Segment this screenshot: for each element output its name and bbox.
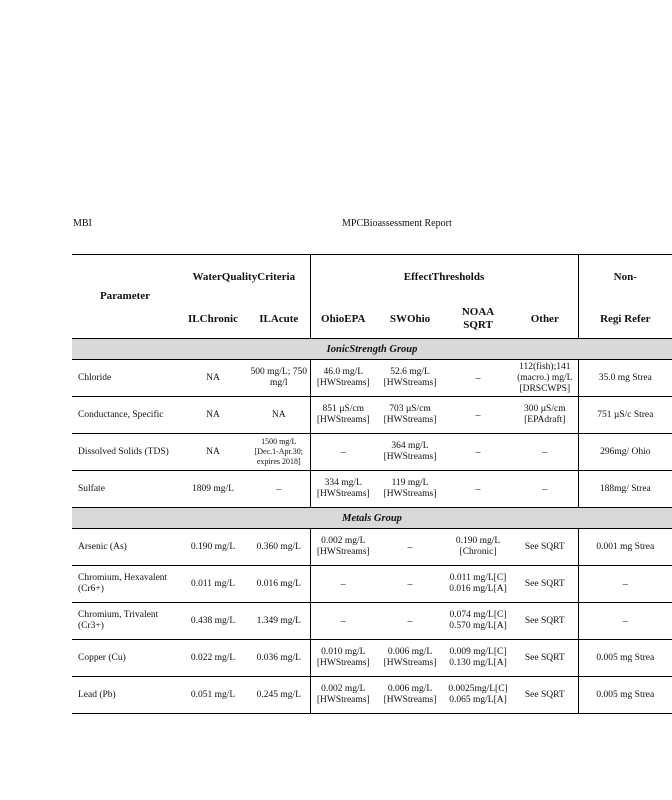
- table-row: [72, 640, 672, 677]
- table-row: [72, 360, 672, 397]
- cell-il-chronic: 0.011 mg/L: [178, 566, 248, 603]
- col-header-parameter: Parameter: [72, 255, 178, 339]
- cell-noaa-sqrt: –: [444, 360, 512, 397]
- cell-regional-reference: 751 µS/c Strea: [578, 397, 672, 434]
- thresholds-table-container: [72, 254, 655, 710]
- parameter-name: Chromium, Hexavalent (Cr6+): [72, 566, 178, 603]
- cell-sw-ohio: –: [376, 529, 444, 566]
- parameter-name: Lead (Pb): [72, 677, 178, 714]
- cell-regional-reference: 0.005 mg Strea: [578, 677, 672, 714]
- cell-other: See SQRT: [512, 640, 578, 677]
- parameter-name: Chromium, Trivalent (Cr3+): [72, 603, 178, 640]
- parameter-name: Chloride: [72, 360, 178, 397]
- cell-il-acute: 0.360 mg/L: [248, 529, 310, 566]
- cell-il-acute: 1500 mg/L [Dec.1-Apr.30; expires 2018]: [248, 434, 310, 471]
- parameter-name: Arsenic (As): [72, 529, 178, 566]
- cell-other: –: [512, 471, 578, 508]
- cell-il-acute: 1.349 mg/L: [248, 603, 310, 640]
- table-row: [72, 566, 672, 603]
- cell-sw-ohio: 703 µS/cm [HWStreams]: [376, 397, 444, 434]
- cell-ohio-epa: –: [310, 603, 376, 640]
- cell-regional-reference: –: [578, 566, 672, 603]
- table-row: [72, 529, 672, 566]
- cell-il-acute: –: [248, 471, 310, 508]
- cell-other: –: [512, 434, 578, 471]
- cell-noaa-sqrt: 0.0025mg/L[C] 0.065 mg/L[A]: [444, 677, 512, 714]
- cell-noaa-sqrt: –: [444, 434, 512, 471]
- cell-il-chronic: NA: [178, 360, 248, 397]
- table-row: [72, 397, 672, 434]
- cell-ohio-epa: –: [310, 434, 376, 471]
- group-title-metals: Metals Group: [72, 508, 672, 529]
- col-header-il-chronic: ILChronic: [188, 312, 238, 325]
- col-header-il-acute: ILAcute: [259, 312, 299, 325]
- cell-noaa-sqrt: 0.011 mg/L[C] 0.016 mg/L[A]: [444, 566, 512, 603]
- cell-il-acute: NA: [248, 397, 310, 434]
- thresholds-table: [72, 254, 672, 714]
- parameter-name: Conductance, Specific: [72, 397, 178, 434]
- report-header-title: MPCBioassessment Report: [342, 218, 452, 229]
- cell-ohio-epa: 0.002 mg/L [HWStreams]: [310, 529, 376, 566]
- cell-other: 300 µS/cm [EPAdraft]: [512, 397, 578, 434]
- cell-regional-reference: 0.005 mg Strea: [578, 640, 672, 677]
- cell-sw-ohio: 52.6 mg/L [HWStreams]: [376, 360, 444, 397]
- col-header-sw-ohio: SWOhio: [389, 312, 431, 325]
- cell-other: See SQRT: [512, 677, 578, 714]
- cell-regional-reference: 296mg/ Ohio: [578, 434, 672, 471]
- cell-ohio-epa: 0.002 mg/L [HWStreams]: [310, 677, 376, 714]
- cell-other: 112(fish);141 (macro.) mg/L [DRSCWPS]: [512, 360, 578, 397]
- cell-sw-ohio: –: [376, 566, 444, 603]
- cell-noaa-sqrt: –: [444, 397, 512, 434]
- report-header-left: MBI: [73, 218, 92, 229]
- col-header-ohio-epa: OhioEPA: [310, 301, 376, 339]
- cell-regional-reference: 188mg/ Strea: [578, 471, 672, 508]
- cell-il-chronic: 0.190 mg/L: [178, 529, 248, 566]
- cell-il-chronic: NA: [178, 397, 248, 434]
- cell-il-chronic: 0.051 mg/L: [178, 677, 248, 714]
- cell-noaa-sqrt: 0.009 mg/L[C] 0.130 mg/L[A]: [444, 640, 512, 677]
- parameter-name: Sulfate: [72, 471, 178, 508]
- cell-noaa-sqrt: –: [444, 471, 512, 508]
- parameter-name: Copper (Cu): [72, 640, 178, 677]
- parameter-name: Dissolved Solids (TDS): [72, 434, 178, 471]
- col-header-other: Other: [530, 312, 559, 325]
- table-row: [72, 471, 672, 508]
- cell-il-acute: 500 mg/L; 750 mg/l: [248, 360, 310, 397]
- cell-ohio-epa: 334 mg/L [HWStreams]: [310, 471, 376, 508]
- cell-il-acute: 0.016 mg/L: [248, 566, 310, 603]
- table-row: [72, 434, 672, 471]
- cell-sw-ohio: 364 mg/L [HWStreams]: [376, 434, 444, 471]
- cell-other: See SQRT: [512, 529, 578, 566]
- cell-regional-reference: 0.001 mg Strea: [578, 529, 672, 566]
- cell-il-chronic: 1809 mg/L: [178, 471, 248, 508]
- cell-ohio-epa: 851 µS/cm [HWStreams]: [310, 397, 376, 434]
- group-header-effect-thresholds: EffectThresholds: [310, 255, 578, 301]
- cell-sw-ohio: 0.006 mg/L [HWStreams]: [376, 640, 444, 677]
- table-row: [72, 603, 672, 640]
- cell-noaa-sqrt: 0.074 mg/L[C] 0.570 mg/L[A]: [444, 603, 512, 640]
- cell-il-chronic: 0.022 mg/L: [178, 640, 248, 677]
- cell-sw-ohio: 119 mg/L [HWStreams]: [376, 471, 444, 508]
- group-header-non: Non-: [578, 255, 672, 301]
- cell-il-chronic: 0.438 mg/L: [178, 603, 248, 640]
- cell-noaa-sqrt: 0.190 mg/L [Chronic]: [444, 529, 512, 566]
- cell-sw-ohio: 0.006 mg/L [HWStreams]: [376, 677, 444, 714]
- cell-other: See SQRT: [512, 603, 578, 640]
- group-title-ionic-strength: IonicStrength Group: [72, 339, 672, 360]
- cell-il-acute: 0.036 mg/L: [248, 640, 310, 677]
- cell-regional-reference: –: [578, 603, 672, 640]
- cell-il-acute: 0.245 mg/L: [248, 677, 310, 714]
- col-header-noaa-sqrt: NOAA SQRT: [461, 306, 495, 332]
- cell-regional-reference: 35.0 mg Strea: [578, 360, 672, 397]
- table-row: [72, 677, 672, 714]
- cell-il-chronic: NA: [178, 434, 248, 471]
- group-header-water-quality-criteria: WaterQualityCriteria: [178, 255, 310, 301]
- cell-other: See SQRT: [512, 566, 578, 603]
- cell-ohio-epa: 0.010 mg/L [HWStreams]: [310, 640, 376, 677]
- cell-ohio-epa: –: [310, 566, 376, 603]
- cell-ohio-epa: 46.0 mg/L [HWStreams]: [310, 360, 376, 397]
- cell-sw-ohio: –: [376, 603, 444, 640]
- col-header-regional-reference: Regi Refer: [578, 301, 672, 339]
